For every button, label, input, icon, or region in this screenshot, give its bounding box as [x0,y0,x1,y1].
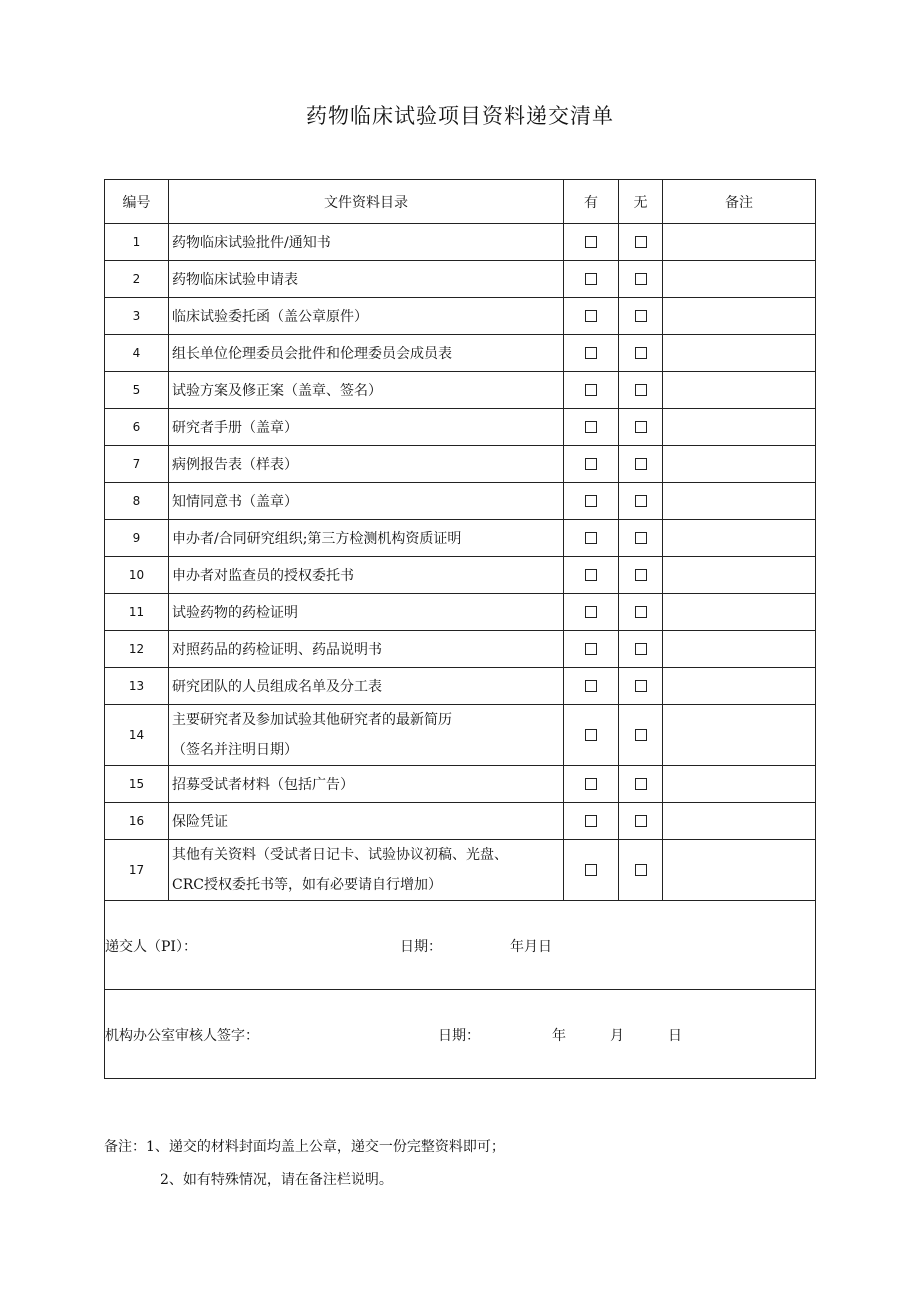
document-title: 对照药品的药检证明、药品说明书 [172,642,382,658]
has-checkbox[interactable] [585,236,597,248]
row-none-cell [619,705,663,766]
row-document [169,335,564,372]
row-has-cell [564,631,619,668]
table-row [105,803,816,840]
has-checkbox[interactable] [585,495,597,507]
has-checkbox[interactable] [585,384,597,396]
row-has-cell [564,668,619,705]
row-has-cell [564,766,619,803]
none-checkbox[interactable] [635,421,647,433]
row-number: 13 [105,668,169,705]
table-row [105,766,816,803]
has-checkbox[interactable] [585,606,597,618]
row-number: 11 [105,594,169,631]
row-number: 17 [105,840,169,901]
row-has-cell [564,335,619,372]
none-checkbox[interactable] [635,680,647,692]
row-none-cell [619,335,663,372]
row-number: 15 [105,766,169,803]
row-none-cell [619,298,663,335]
row-none-cell [619,840,663,901]
row-none-cell [619,766,663,803]
row-document [169,705,564,766]
document-title: 研究者手册（盖章） [172,420,298,436]
row-has-cell [564,520,619,557]
has-checkbox[interactable] [585,569,597,581]
note-line-1: 备注：1、递交的材料封面均盖上公章，递交一份完整资料即可； [104,1139,505,1155]
row-document [169,803,564,840]
row-remark[interactable] [663,557,816,594]
row-number: 14 [105,705,169,766]
table-row [105,409,816,446]
none-checkbox[interactable] [635,384,647,396]
submitter-row [105,901,816,990]
table-row [105,668,816,705]
header-yes: 有 [564,180,619,224]
row-remark[interactable] [663,298,816,335]
table-row [105,557,816,594]
note-line-2: 2、如有特殊情况，请在备注栏说明。 [160,1172,393,1188]
has-checkbox[interactable] [585,458,597,470]
row-none-cell [619,520,663,557]
document-title: 申办者对监查员的授权委托书 [172,568,354,584]
row-has-cell [564,372,619,409]
has-checkbox[interactable] [585,273,597,285]
row-remark[interactable] [663,631,816,668]
none-checkbox[interactable] [635,458,647,470]
row-number: 1 [105,224,169,261]
row-remark[interactable] [663,594,816,631]
row-number: 9 [105,520,169,557]
row-document [169,261,564,298]
row-remark[interactable] [663,840,816,901]
none-checkbox[interactable] [635,815,647,827]
table-row [105,483,816,520]
row-remark[interactable] [663,446,816,483]
submitter-cell [105,901,816,990]
document-title: 药物临床试验批件/通知书 [172,235,331,251]
row-remark[interactable] [663,224,816,261]
document-title: 申办者/合同研究组织;第三方检测机构资质证明 [172,531,462,547]
none-checkbox[interactable] [635,532,647,544]
table-row [105,261,816,298]
table-row [105,631,816,668]
has-checkbox[interactable] [585,421,597,433]
row-document [169,631,564,668]
row-document [169,446,564,483]
none-checkbox[interactable] [635,729,647,741]
has-checkbox[interactable] [585,347,597,359]
header-no-have: 无 [619,180,663,224]
row-has-cell [564,261,619,298]
reviewer-month: 月 [610,1028,624,1044]
row-document [169,224,564,261]
table-row [105,298,816,335]
row-has-cell [564,446,619,483]
document-title: 药物临床试验申请表 [172,272,298,288]
document-title: 保险凭证 [172,814,228,830]
none-checkbox[interactable] [635,569,647,581]
row-number: 7 [105,446,169,483]
table-row [105,520,816,557]
document-title: 知情同意书（盖章） [172,494,298,510]
header-remark: 备注 [663,180,816,224]
row-has-cell [564,705,619,766]
table-row [105,594,816,631]
none-checkbox[interactable] [635,778,647,790]
row-none-cell [619,557,663,594]
has-checkbox[interactable] [585,815,597,827]
table-row [105,372,816,409]
row-remark[interactable] [663,372,816,409]
none-checkbox[interactable] [635,310,647,322]
table-row [105,224,816,261]
document-title: 研究团队的人员组成名单及分工表 [172,679,382,695]
document-title: 主要研究者及参加试验其他研究者的最新简历 [172,712,452,728]
has-checkbox[interactable] [585,729,597,741]
document-title: 临床试验委托函（盖公章原件） [172,309,368,325]
document-title: 试验药物的药检证明 [172,605,298,621]
row-number: 10 [105,557,169,594]
row-number: 8 [105,483,169,520]
row-document [169,520,564,557]
row-has-cell [564,557,619,594]
row-has-cell [564,224,619,261]
row-number: 6 [105,409,169,446]
row-remark[interactable] [663,668,816,705]
table-row [105,335,816,372]
has-checkbox[interactable] [585,643,597,655]
document-title: 招募受试者材料（包括广告） [172,777,354,793]
row-has-cell [564,594,619,631]
checklist-table [104,179,816,1079]
header-no: 编号 [105,180,169,224]
none-checkbox[interactable] [635,236,647,248]
document-title: 试验方案及修正案（盖章、签名） [172,383,382,399]
reviewer-date-label: 日期： [438,1028,480,1044]
row-none-cell [619,803,663,840]
row-none-cell [619,668,663,705]
document-title: 其他有关资料（受试者日记卡、试验协议初稿、光盘、 [172,847,508,863]
row-none-cell [619,372,663,409]
row-document [169,372,564,409]
row-document [169,766,564,803]
document-title-line2: （签名并注明日期） [172,742,298,758]
reviewer-year: 年 [552,1028,566,1044]
row-number: 5 [105,372,169,409]
row-none-cell [619,594,663,631]
none-checkbox[interactable] [635,864,647,876]
table-row [105,446,816,483]
document-title: 病例报告表（样表） [172,457,298,473]
submitter-label: 递交人（PI）： [105,939,197,955]
row-document [169,594,564,631]
row-none-cell [619,409,663,446]
row-has-cell [564,483,619,520]
row-document [169,298,564,335]
document-title-line2: CRC授权委托书等，如有必要请自行增加） [172,877,442,893]
none-checkbox[interactable] [635,347,647,359]
has-checkbox[interactable] [585,532,597,544]
row-document [169,409,564,446]
row-remark[interactable] [663,409,816,446]
reviewer-label: 机构办公室审核人签字： [105,1028,259,1044]
submitter-date-value[interactable]: 年月日 [510,939,552,955]
row-document [169,668,564,705]
row-remark[interactable] [663,766,816,803]
none-checkbox[interactable] [635,643,647,655]
has-checkbox[interactable] [585,778,597,790]
row-has-cell [564,840,619,901]
row-remark[interactable] [663,335,816,372]
row-none-cell [619,446,663,483]
row-number: 4 [105,335,169,372]
row-has-cell [564,803,619,840]
row-has-cell [564,298,619,335]
row-remark[interactable] [663,483,816,520]
page-title: 药物临床试验项目资料递交清单 [306,104,614,128]
reviewer-day: 日 [668,1028,682,1044]
row-number: 16 [105,803,169,840]
row-number: 2 [105,261,169,298]
reviewer-cell [105,990,816,1079]
table-row [105,705,816,766]
row-document [169,840,564,901]
row-remark[interactable] [663,803,816,840]
row-document [169,483,564,520]
table-body [105,224,816,901]
none-checkbox[interactable] [635,606,647,618]
row-none-cell [619,483,663,520]
row-document [169,557,564,594]
none-checkbox[interactable] [635,273,647,285]
row-none-cell [619,261,663,298]
table-row [105,840,816,901]
has-checkbox[interactable] [585,310,597,322]
row-none-cell [619,224,663,261]
has-checkbox[interactable] [585,864,597,876]
submitter-date-label: 日期： [400,939,442,955]
row-has-cell [564,409,619,446]
row-none-cell [619,631,663,668]
row-remark[interactable] [663,705,816,766]
row-number: 3 [105,298,169,335]
header-doc: 文件资料目录 [169,180,564,224]
has-checkbox[interactable] [585,680,597,692]
reviewer-row [105,990,816,1079]
none-checkbox[interactable] [635,495,647,507]
table-header-row [105,180,816,224]
row-remark[interactable] [663,261,816,298]
row-number: 12 [105,631,169,668]
document-title: 组长单位伦理委员会批件和伦理委员会成员表 [172,346,452,362]
row-remark[interactable] [663,520,816,557]
